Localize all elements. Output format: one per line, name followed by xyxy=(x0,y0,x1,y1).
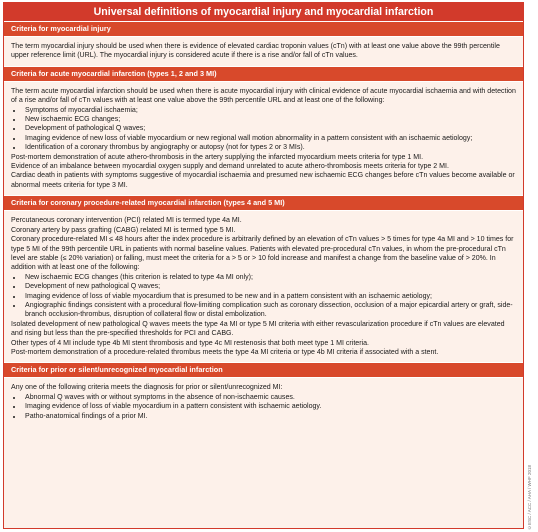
paragraph: Coronary procedure-related MI ≤ 48 hours after the index procedure is arbitrarily defined by an elevation of cTn values > 5 times for type 4a MI and > 10 times for type 5 MI of the 99th percentile URL in patients with normal baseline values. Patients with elevated pre-procedural cTn values, in whom the pre-procedural cTn level are stable (≤ 20% variation) or falling, must meet the criteria for a > 5 or > 10 fold increase and manifest a change from the baseline value of > 20%. In addition with at least one of the following: xyxy=(11,236,514,272)
list-item: • Development of new pathological Q waves; xyxy=(23,282,516,291)
paragraph: Post-mortem demonstration of acute athero-thrombosis in the artery supplying the infarcted myocardium meets criteria for type 1 MI. xyxy=(11,153,424,161)
list-item: • Development of pathological Q waves; xyxy=(23,124,516,133)
list-item: • Imaging evidence of loss of viable myocardium in a pattern consistent with ischaemic aetiology. xyxy=(23,402,516,411)
list-item: • Angiographic findings consistent with a procedural flow-limiting complication such as coronary dissection, occlusion of a major epicardial artery or graft, side-branch occlusion-thrombus, disruption of collateral flow or distal embolization. xyxy=(23,301,516,320)
paragraph: Any one of the following criteria meets the diagnosis for prior or silent/unrecognized MI: xyxy=(11,384,283,392)
list-item: • Imaging evidence of new loss of viable myocardium or new regional wall motion abnormality in a pattern consistent with an ischaemic aetiology; xyxy=(23,134,516,143)
paragraph: Percutaneous coronary intervention (PCI) related MI is termed type 4a MI. xyxy=(11,217,242,225)
list-item: • Identification of a coronary thrombus by angiography or autopsy (not for types 2 or 3 MIs). xyxy=(23,143,516,152)
list-item: • Patho-anatomical findings of a prior MI. xyxy=(23,412,516,421)
copyright-note: ©ESC / ACC / AHA / WHF 2018 xyxy=(527,464,532,530)
list-item: • New ischaemic ECG changes; xyxy=(23,115,516,124)
section-header: Criteria for acute myocardial infarction (types 1, 2 and 3 MI) xyxy=(4,66,523,81)
paragraph: Evidence of an imbalance between myocardial oxygen supply and demand unrelated to acute athero-thrombosis meets criteria for type 2 MI. xyxy=(11,163,449,171)
definitions-table xyxy=(3,2,524,529)
paragraph: Cardiac death in patients with symptoms suggestive of myocardial ischaemia and presumed new ischaemic ECG changes before cTn values become available or abnormal meets criteria for type 3 MI. xyxy=(11,172,515,189)
list-item: • Symptoms of myocardial ischaemia; xyxy=(23,106,516,115)
section-body xyxy=(4,210,523,362)
bullet-list xyxy=(11,273,516,320)
paragraph: The term acute myocardial infarction should be used when there is acute myocardial injury with clinical evidence of acute myocardial ischaemia and with detection of a rise and/or fall of cTn values with at least one value above the 99th percentile URL and at least one of the following: xyxy=(11,87,516,105)
section-header: Criteria for prior or silent/unrecognized myocardial infarction xyxy=(4,362,523,377)
table-title: Universal definitions of myocardial injury and myocardial infarction xyxy=(4,3,523,21)
paragraph: Other types of 4 MI include type 4b MI stent thrombosis and type 4c MI restenosis that both meet type 1 MI criteria. xyxy=(11,339,369,347)
bullet-list xyxy=(11,106,516,153)
paragraph: The term myocardial injury should be used when there is evidence of elevated cardiac troponin values (cTn) with at least one value above the 99th percentile upper reference limit (URL). The myocardial injury is considered acute if there is a rise and/or fall of cTn values. xyxy=(11,43,500,60)
section-header: Criteria for myocardial injury xyxy=(4,21,523,36)
section-body xyxy=(4,377,523,426)
section-body xyxy=(4,81,523,195)
paragraph: Coronary artery by pass grafting (CABG) related MI is termed type 5 MI. xyxy=(11,226,236,234)
sections-container xyxy=(4,21,523,426)
bullet-list xyxy=(11,393,516,421)
paragraph: Isolated development of new pathological Q waves meets the type 4a MI or type 5 MI criteria with either revascularization procedure if cTn values are elevated and rising but less than the pre-specified thresholds for PCI and CABG. xyxy=(11,320,505,338)
list-item: • Abnormal Q waves with or without symptoms in the absence of non-ischaemic causes. xyxy=(23,393,516,402)
list-item: • Imaging evidence of loss of viable myocardium that is presumed to be new and in a pattern consistent with an ischaemic aetiology; xyxy=(23,292,516,301)
section-body xyxy=(4,36,523,66)
list-item: • New ischaemic ECG changes (this criterion is related to type 4a MI only); xyxy=(23,273,516,282)
section-header: Criteria for coronary procedure-related myocardial infarction (types 4 and 5 MI) xyxy=(4,195,523,210)
paragraph: Post-mortem demonstration of a procedure-related thrombus meets the type 4a MI criteria or type 4b MI criteria if associated with a stent. xyxy=(11,348,439,356)
